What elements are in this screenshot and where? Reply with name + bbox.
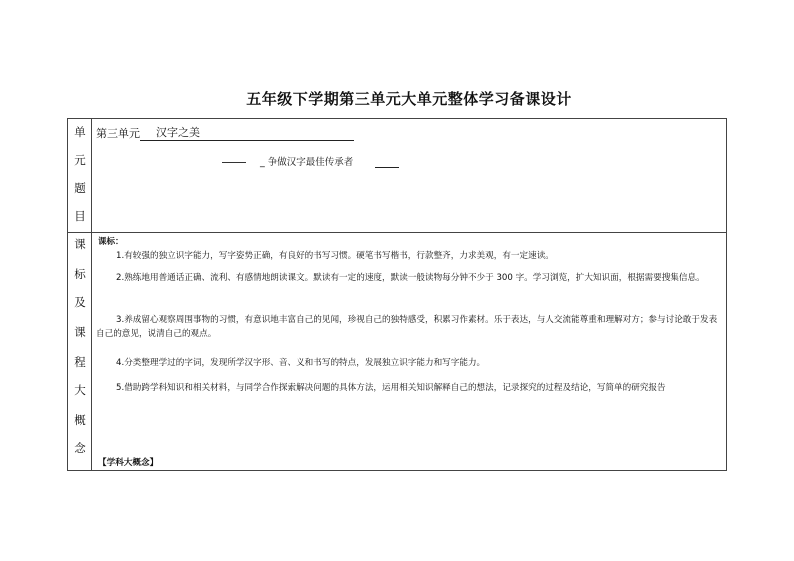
label-char: 单 (74, 125, 86, 139)
unit-title-row (68, 119, 726, 233)
unit-subtitle: 争做汉字最佳传承者 (267, 157, 354, 168)
document-title: 五年级下学期第三单元大单元整体学习备课设计 (246, 90, 572, 108)
standards-row (68, 233, 726, 471)
standards-content-cell (92, 233, 726, 471)
subtitle-prefix: _ (260, 157, 265, 168)
standard-item: 2.熟练地用普通话正确、流利、有感情地朗读课文。默读有一定的速度，默读一般读物每分钟不少于 300 字。学习浏览，扩大知识面，根据需要搜集信息。 (116, 273, 705, 283)
unit-prefix: 第三单元 (96, 127, 140, 140)
label-char: 目 (74, 209, 86, 223)
subtitle-blank (375, 157, 399, 168)
unit-subtitle-line (222, 154, 399, 168)
unit-name: 汉字之美 (156, 126, 200, 139)
label-char: 题 (74, 181, 86, 195)
unit-name-blank (140, 128, 354, 141)
label-char: 念 (74, 441, 86, 455)
unit-title-content-cell (92, 119, 726, 232)
label-char: 及 (74, 295, 86, 309)
standard-item: 4.分类整理学过的字词，发现所学汉字形、音、义和书写的特点，发展独立识字能力和写字能力。 (116, 358, 486, 368)
label-char: 课 (74, 325, 86, 339)
label-char: 标 (74, 267, 86, 281)
standard-item: 1.有较强的独立识字能力，写字姿势正确，有良好的书写习惯。硬笔书写楷书，行款整齐，力求美观，有一定速读。 (116, 251, 554, 261)
lesson-plan-table (67, 118, 727, 471)
unit-line (96, 125, 354, 141)
label-char: 元 (74, 153, 86, 167)
label-char: 课 (74, 237, 86, 251)
standards-heading: 课标： (98, 237, 124, 247)
dash-line (222, 162, 246, 163)
unit-title-label-cell (68, 119, 92, 232)
label-char: 概 (74, 413, 86, 427)
label-char: 程 (74, 355, 86, 369)
standards-label-cell (68, 233, 92, 471)
standard-item: 3.养成留心观察周围事物的习惯，有意识地丰富自己的见闻，珍视自己的独特感受，积累习作素材。乐于表达，与人交流能尊重和理解对方；参与讨论敢于发表自己的意见，说清自己的观点。 (96, 315, 718, 339)
label-char: 大 (74, 383, 86, 397)
standard-item: 5.借助跨学科知识和相关材料，与同学合作探索解决问题的具体方法，运用相关知识解释自己的想法，记录探究的过程及结论，写简单的研究报告 (116, 383, 666, 393)
subject-big-concept-heading: 【学科大概念】 (98, 458, 159, 468)
